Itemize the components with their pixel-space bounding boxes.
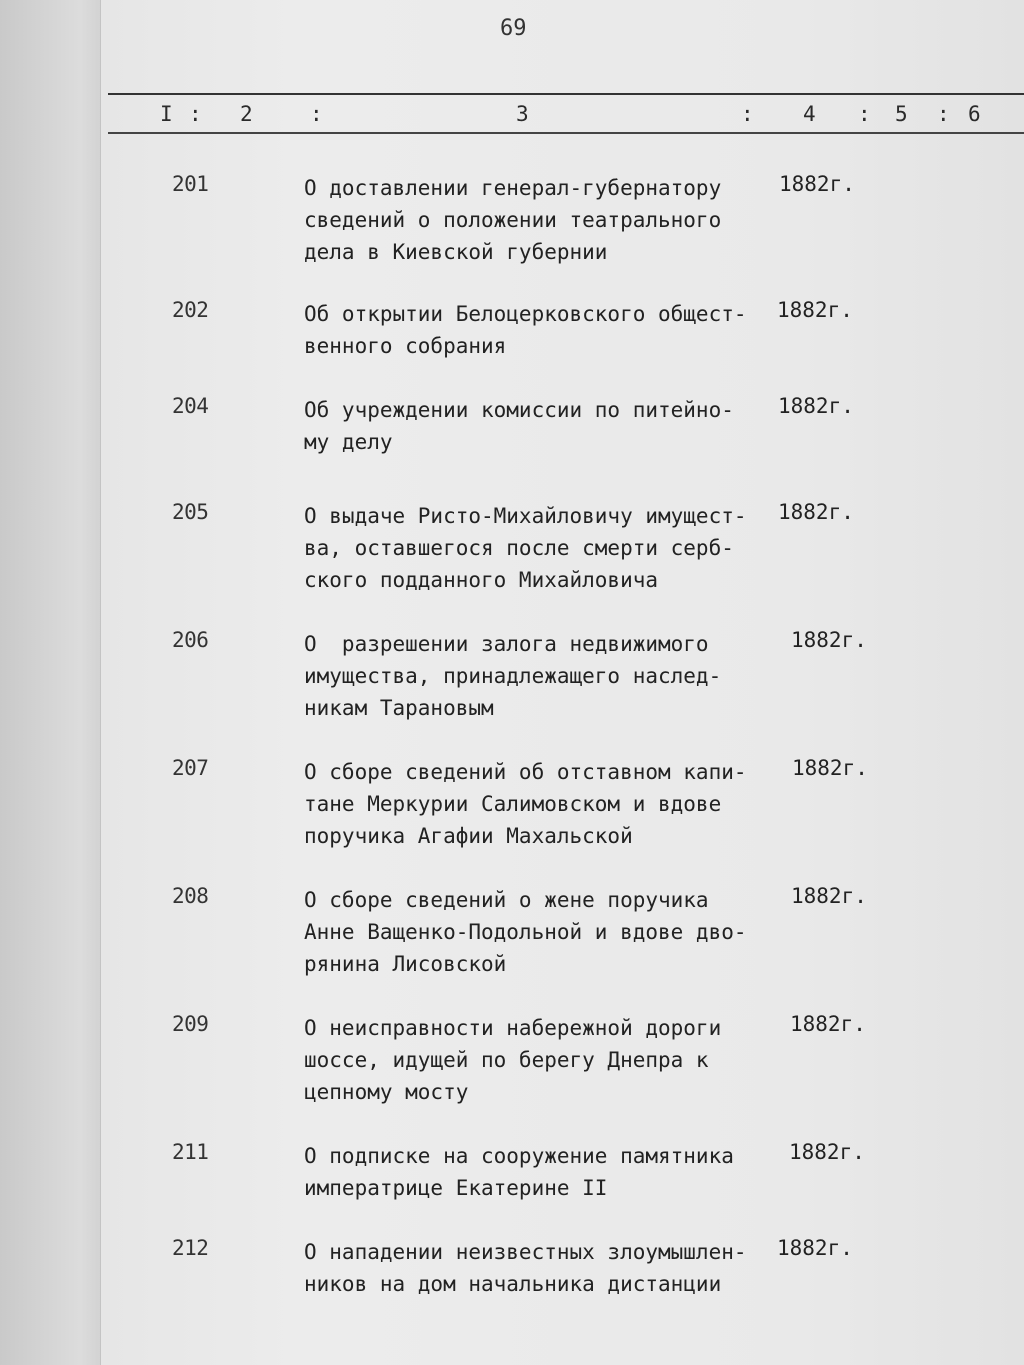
page-number: 69 <box>500 16 527 41</box>
entry-line: О выдаче Ристо-Михайловичу имущест- <box>304 504 747 528</box>
entry-description <box>304 1140 734 1204</box>
entry-line: никам Тарановым <box>304 696 494 720</box>
entry-year: 1882г. <box>789 1140 865 1164</box>
entry-number: 206 <box>172 628 209 652</box>
header-sep-3: : <box>741 102 754 126</box>
entry-line: ского подданного Михайловича <box>304 568 659 592</box>
entry-line: поручика Агафии Махальской <box>304 824 633 848</box>
entry-year: 1882г. <box>779 172 855 196</box>
entry-description <box>304 628 721 724</box>
entry-description <box>304 1236 747 1300</box>
entry-line: ва, оставшегося после смерти серб- <box>304 536 734 560</box>
entry-line: О неисправности набережной дороги <box>304 1016 722 1040</box>
entry-number: 205 <box>172 500 209 524</box>
entry-year: 1882г. <box>778 500 854 524</box>
header-sep-2: : <box>310 102 323 126</box>
entry-number: 204 <box>172 394 209 418</box>
entry-line: О подписке на сооружение памятника <box>304 1144 734 1168</box>
entry-number: 207 <box>172 756 209 780</box>
entry-year: 1882г. <box>778 394 854 418</box>
header-sep-5: : <box>937 102 950 126</box>
entry-line: ников на дом начальника дистанции <box>304 1272 722 1296</box>
entry-line: Об открытии Белоцерковского общест- <box>304 302 747 326</box>
entry-line: цепному мосту <box>304 1080 469 1104</box>
entry-description <box>304 172 721 268</box>
entry-description <box>304 394 734 458</box>
entry-number: 202 <box>172 298 209 322</box>
entry-line: О нападении неизвестных злоумышлен- <box>304 1240 747 1264</box>
entry-line: тане Меркурии Салимовском и вдове <box>304 792 722 816</box>
entry-line: О сборе сведений о жене поручика <box>304 888 709 912</box>
entry-number: 201 <box>172 172 209 196</box>
entry-line: рянина Лисовской <box>304 952 507 976</box>
entry-line: Об учреждении комиссии по питейно- <box>304 398 734 422</box>
header-col-2: 2 <box>240 102 253 126</box>
entry-number: 208 <box>172 884 209 908</box>
entry-year: 1882г. <box>777 298 853 322</box>
header-top-rule <box>108 93 1024 95</box>
entry-year: 1882г. <box>792 756 868 780</box>
entry-description <box>304 1012 721 1108</box>
entry-number: 209 <box>172 1012 209 1036</box>
header-col-6: 6 <box>968 102 981 126</box>
entry-line: сведений о положении театрального <box>304 208 722 232</box>
entry-number: 211 <box>172 1140 209 1164</box>
header-col-1: I <box>160 102 173 126</box>
entry-description <box>304 884 747 980</box>
entry-line: венного собрания <box>304 334 507 358</box>
entry-line: му делу <box>304 430 393 454</box>
entry-line: Анне Ващенко-Подольной и вдове дво- <box>304 920 747 944</box>
entry-line: О доставлении генерал-губернатору <box>304 176 722 200</box>
binding-spine <box>0 0 101 1365</box>
header-bottom-rule <box>108 132 1024 134</box>
entry-line: шоссе, идущей по берегу Днепра к <box>304 1048 709 1072</box>
entry-year: 1882г. <box>790 1012 866 1036</box>
entry-year: 1882г. <box>791 628 867 652</box>
entry-year: 1882г. <box>791 884 867 908</box>
entry-description <box>304 756 747 852</box>
entry-description <box>304 298 747 362</box>
header-col-3: 3 <box>516 102 529 126</box>
entry-year: 1882г. <box>777 1236 853 1260</box>
entry-number: 212 <box>172 1236 209 1260</box>
entry-line: имущества, принадлежащего наслед- <box>304 664 722 688</box>
entry-line: императрице Екатерине II <box>304 1176 608 1200</box>
entry-description <box>304 500 747 596</box>
header-sep-1: : <box>189 102 202 126</box>
entry-line: О разрешении залога недвижимого <box>304 632 709 656</box>
entry-line: О сборе сведений об отставном капи- <box>304 760 747 784</box>
header-col-4: 4 <box>803 102 816 126</box>
entry-line: дела в Киевской губернии <box>304 240 608 264</box>
header-sep-4: : <box>858 102 871 126</box>
header-col-5: 5 <box>895 102 908 126</box>
